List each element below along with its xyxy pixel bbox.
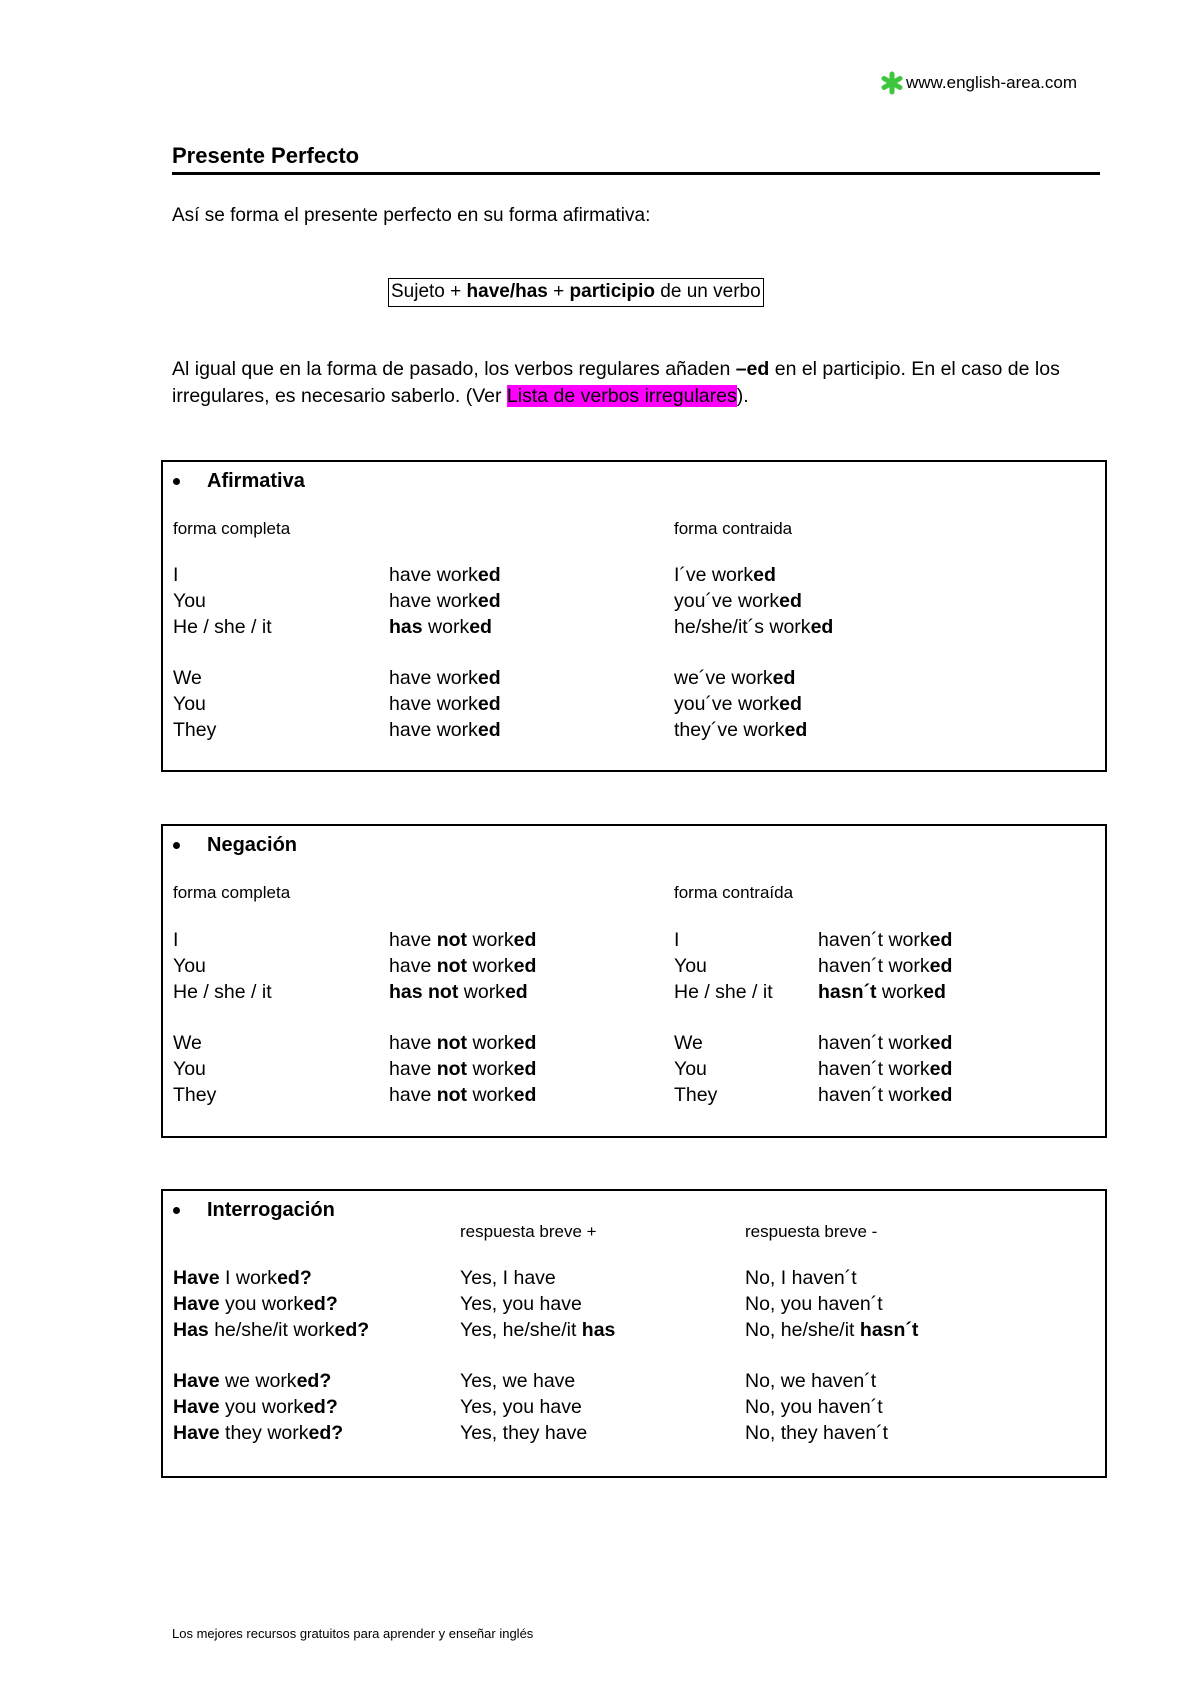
col-short-label: forma contraida (674, 519, 793, 538)
table-row (173, 1030, 1068, 1056)
affirmative-table (173, 562, 1074, 743)
formula-part: + (547, 281, 570, 302)
footer-text: Los mejores recursos gratuitos para aprender y enseñar inglés (172, 1626, 534, 1641)
full-form-cell: have not worked (389, 1032, 537, 1054)
table-row (173, 1056, 1068, 1082)
formula-part: Sujeto + (391, 281, 467, 302)
negative-heading-text: Negación (207, 834, 298, 856)
table-row (173, 1291, 1045, 1317)
affirmative-heading-text: Afirmativa (207, 470, 305, 492)
short-form-cell: haven´t worked (818, 1084, 953, 1106)
negative-box (161, 824, 1107, 1138)
negative-answer-cell: No, they haven´t (745, 1422, 889, 1444)
positive-answer-cell: Yes, I have (460, 1267, 556, 1289)
subject-cell: You (173, 1058, 206, 1080)
table-row (173, 953, 1068, 979)
col-short-label: forma contraída (674, 883, 794, 902)
star-icon (880, 71, 904, 95)
table-row (173, 1317, 1045, 1343)
col-no-label: respuesta breve - (745, 1222, 878, 1241)
formula-part: de un verbo (655, 281, 761, 302)
full-form-cell: has worked (389, 616, 492, 638)
table-row (173, 979, 1068, 1005)
negative-answer-cell: No, you haven´t (745, 1293, 883, 1315)
interrogative-heading (173, 1199, 335, 1222)
positive-answer-cell: Yes, you have (460, 1396, 582, 1418)
formula-part-bold: participio (569, 281, 656, 302)
paragraph-text: ). (736, 385, 749, 407)
table-row (173, 665, 1074, 691)
subject-cell: He / she / it (173, 616, 272, 638)
full-form-cell: has not worked (389, 981, 528, 1003)
question-cell: Have you worked? (173, 1293, 338, 1315)
short-form-cell: we´ve worked (674, 667, 796, 689)
interrogative-heading-text: Interrogación (207, 1199, 335, 1221)
table-row (173, 1394, 1045, 1420)
subject-cell: He / she / it (173, 981, 272, 1003)
short-form-cell: haven´t worked (818, 929, 953, 951)
subject-cell: We (173, 667, 202, 689)
subject-cell: You (173, 693, 206, 715)
irregular-verbs-link[interactable]: Lista de verbos irregulares (506, 385, 737, 407)
question-cell: Have they worked? (173, 1422, 344, 1444)
site-header (880, 71, 1077, 95)
full-form-cell: have not worked (389, 955, 537, 977)
subject-cell: I (173, 929, 179, 951)
paragraph-bold: –ed (735, 358, 770, 380)
full-form-cell: have worked (389, 564, 501, 586)
question-cell: Have you worked? (173, 1396, 338, 1418)
short-form-cell: haven´t worked (818, 1032, 953, 1054)
bullet-icon (173, 842, 180, 849)
negative-answer-cell: No, I haven´t (745, 1267, 857, 1289)
subject-cell: I (173, 564, 179, 586)
paragraph-text: Al igual que en la forma de pasado, los verbos regulares añaden (172, 358, 736, 380)
positive-answer-cell: Yes, he/she/it has (460, 1319, 616, 1341)
subject-cell: He / she / it (674, 981, 773, 1003)
title-underline (172, 172, 1100, 175)
site-url-link[interactable]: www.english-area.com (906, 73, 1078, 92)
full-form-cell: have worked (389, 719, 501, 741)
explanation-paragraph (172, 356, 1102, 410)
short-form-cell: hasn´t worked (818, 981, 946, 1003)
subject-cell: You (173, 590, 206, 612)
negative-heading (173, 834, 297, 857)
table-row (173, 1368, 1045, 1394)
col-yes-label: respuesta breve + (460, 1222, 597, 1241)
subject-cell: They (173, 719, 217, 741)
full-form-cell: have worked (389, 667, 501, 689)
table-row (173, 717, 1074, 743)
full-form-cell: have not worked (389, 1058, 537, 1080)
formula-box (388, 278, 764, 307)
formula-part-bold: have/has (466, 281, 548, 302)
positive-answer-cell: Yes, they have (460, 1422, 588, 1444)
negative-answer-cell: No, he/she/it hasn´t (745, 1319, 919, 1341)
table-row (173, 1420, 1045, 1446)
affirmative-heading (173, 470, 305, 493)
table-row (173, 927, 1068, 953)
subject-cell: We (173, 1032, 202, 1054)
full-form-cell: have worked (389, 590, 501, 612)
affirmative-box (161, 460, 1107, 772)
table-row (173, 588, 1074, 614)
subject-cell: We (674, 1032, 703, 1054)
subject-cell: You (674, 1058, 707, 1080)
paragraph-text: en el participio. En el caso de los irregulares, es necesario saberlo. (Ver (172, 358, 1060, 407)
negative-table (173, 927, 1068, 1108)
short-form-cell: he/she/it´s worked (674, 616, 834, 638)
question-cell: Have I worked? (173, 1267, 312, 1289)
full-form-cell: have not worked (389, 929, 537, 951)
full-form-cell: have worked (389, 693, 501, 715)
short-form-cell: they´ve worked (674, 719, 808, 741)
full-form-cell: have not worked (389, 1084, 537, 1106)
positive-answer-cell: Yes, we have (460, 1370, 576, 1392)
intro-text: Así se forma el presente perfecto en su forma afirmativa: (172, 205, 651, 226)
col-full-label: forma completa (173, 883, 291, 902)
subject-cell: You (173, 955, 206, 977)
col-full-label: forma completa (173, 519, 291, 538)
table-row (173, 1082, 1068, 1108)
subject-cell: They (674, 1084, 718, 1106)
interrogative-box (161, 1189, 1107, 1478)
question-cell: Has he/she/it worked? (173, 1319, 370, 1341)
bullet-icon (173, 478, 180, 485)
bullet-icon (173, 1207, 180, 1214)
negative-answer-cell: No, we haven´t (745, 1370, 877, 1392)
short-form-cell: you´ve worked (674, 693, 802, 715)
short-form-cell: I´ve worked (674, 564, 776, 586)
subject-cell: They (173, 1084, 217, 1106)
interrogative-table (173, 1265, 1045, 1446)
negative-answer-cell: No, you haven´t (745, 1396, 883, 1418)
subject-cell: I (674, 929, 680, 951)
positive-answer-cell: Yes, you have (460, 1293, 582, 1315)
page-title: Presente Perfecto (172, 143, 360, 168)
table-row (173, 562, 1074, 588)
subject-cell: You (674, 955, 707, 977)
short-form-cell: haven´t worked (818, 1058, 953, 1080)
table-row (173, 614, 1074, 640)
short-form-cell: you´ve worked (674, 590, 802, 612)
question-cell: Have we worked? (173, 1370, 332, 1392)
short-form-cell: haven´t worked (818, 955, 953, 977)
table-row (173, 691, 1074, 717)
table-row (173, 1265, 1045, 1291)
